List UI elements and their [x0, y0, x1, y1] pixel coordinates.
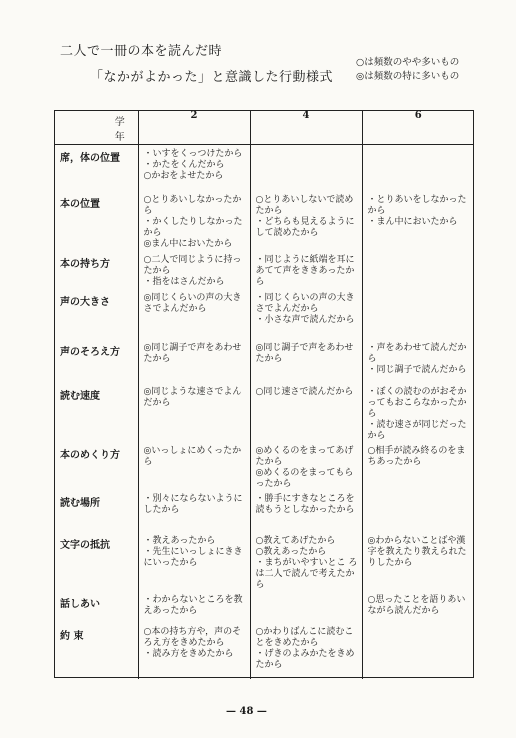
grade-cell	[138, 623, 250, 679]
grade-header-4: 4	[250, 110, 362, 145]
grade-cell	[362, 490, 474, 532]
behavior-item: ・いすをくっつけたから	[143, 149, 243, 159]
behavior-item: ○二人で同じように持ったから	[143, 254, 242, 276]
legend-item-frequent: ◎は頻数の特に多いもの	[356, 71, 460, 82]
behavior-item: ・勝手にすきなところを読もうとしなかったから	[255, 493, 355, 515]
behavior-item: ・まん中においたから	[367, 216, 458, 227]
grade-cell	[250, 383, 362, 442]
grade-cell	[138, 490, 250, 532]
grade-cell	[250, 145, 362, 191]
grade-cell	[250, 532, 362, 591]
behavior-item: ◎同じような速さでよんだから	[143, 386, 242, 408]
table-row	[54, 383, 474, 442]
grade-cell	[138, 289, 250, 339]
grade-cell	[138, 591, 250, 623]
grade-header-6: 6	[362, 110, 474, 145]
behavior-item: ・指をはさんだから	[143, 276, 225, 287]
grade-cell	[250, 289, 362, 339]
behavior-item: ・小さな声で読んだから	[255, 314, 355, 325]
grade-cell	[138, 442, 250, 490]
behavior-item: ◎いっしょにめくったから	[143, 445, 242, 467]
grade-cell	[250, 251, 362, 289]
grade-cell	[362, 339, 474, 383]
grade-header-2: 2	[138, 110, 250, 145]
behavior-item: ・先生にいっしょにききにいったから	[143, 546, 243, 568]
behavior-item: ◎同じ調子で声をあわせたから	[143, 342, 242, 364]
behavior-item: ○本の持ち方や，声のそろえ方をきめたから	[143, 626, 242, 648]
title-line-2: 「なかがよかった」と意識した行動様式	[90, 70, 334, 85]
grade-cell	[138, 532, 250, 591]
behavior-table	[54, 110, 474, 679]
table-row	[54, 442, 474, 490]
legend	[356, 56, 459, 84]
row-category: 声のそろえ方	[54, 339, 138, 383]
behavior-item: ○相手が読み終るのをまちあったから	[367, 445, 466, 467]
page-number: — 48 —	[226, 706, 267, 717]
behavior-item: ・読み方をきめたから	[143, 648, 234, 659]
title-line-1: 二人で一冊の本を読んだ時	[60, 44, 223, 59]
table-row	[54, 289, 474, 339]
table-row	[54, 532, 474, 591]
grade-cell	[138, 251, 250, 289]
behavior-item: ◎めくるのをまってあげたから	[255, 445, 354, 467]
behavior-item: ○教えてあげたから	[255, 535, 336, 546]
row-category: 約 束	[54, 623, 138, 679]
behavior-item: ・とりあいをしなかったから	[367, 194, 467, 216]
table-row	[54, 623, 474, 679]
grade-cell	[362, 623, 474, 679]
table-row	[54, 591, 474, 623]
header-corner	[54, 110, 138, 145]
behavior-item: ○とりあいしなかったから	[143, 194, 242, 216]
grade-cell	[362, 145, 474, 191]
row-category: 本の位置	[54, 191, 138, 251]
table-header-row	[54, 110, 474, 145]
behavior-item: ・げきのよみかたをきめたから	[255, 648, 355, 670]
row-category: 席，体の位置	[54, 145, 138, 191]
grade-cell	[362, 383, 474, 442]
row-category: 読む速度	[54, 383, 138, 442]
behavior-item: ○かわりばんこに読むことをきめたから	[255, 626, 354, 648]
table-row	[54, 339, 474, 383]
grade-cell	[138, 383, 250, 442]
behavior-item: ・同じように紙端を耳にあてて声をききあったから	[255, 254, 355, 287]
row-category: 文字の抵抗	[54, 532, 138, 591]
behavior-item: ・声をあわせて読んだから	[367, 342, 467, 364]
behavior-item: ○とりあいしないで読めたから	[255, 194, 354, 216]
year-label: 学 年	[114, 117, 129, 143]
row-category: 話しあい	[54, 591, 138, 623]
behavior-item: ・教えあったから	[143, 535, 216, 546]
grade-cell	[138, 145, 250, 191]
behavior-item: ・ぼくの読むのがおそかってもおこらなかったから	[367, 386, 467, 419]
grade-cell	[138, 191, 250, 251]
behavior-item: ○かおをよせたから	[143, 171, 224, 181]
grade-cell	[250, 442, 362, 490]
behavior-item: ◎同じ調子で声をあわせたから	[255, 342, 354, 364]
grade-cell	[138, 339, 250, 383]
legend-item-moderate: ○は頻数のやや多いもの	[356, 57, 460, 68]
grade-cell	[362, 289, 474, 339]
grade-cell	[250, 623, 362, 679]
table-row	[54, 191, 474, 251]
table-row	[54, 490, 474, 532]
behavior-item: ◎まん中においたから	[143, 238, 233, 249]
grade-cell	[362, 442, 474, 490]
table-row	[54, 145, 474, 191]
behavior-item: ○教えあったから	[255, 546, 327, 557]
grade-cell	[362, 532, 474, 591]
behavior-item: ◎同じくらいの声の大きさでよんだから	[143, 292, 242, 314]
behavior-item: ・かたをくんだから	[143, 160, 225, 170]
grade-cell	[362, 251, 474, 289]
behavior-item: ○同じ速さで読んだから	[255, 386, 354, 397]
row-category: 声の大きさ	[54, 289, 138, 339]
row-category: 読む場所	[54, 490, 138, 532]
behavior-item: ・同じ調子で読んだから	[367, 364, 467, 375]
row-category: 本のめくり方	[54, 442, 138, 490]
grade-cell	[250, 591, 362, 623]
behavior-item: ○思ったことを語りあいながら読んだから	[367, 594, 466, 616]
grade-cell	[250, 490, 362, 532]
behavior-item: ・同じくらいの声の大きさでよんだから	[255, 292, 355, 314]
grade-cell	[362, 191, 474, 251]
grade-cell	[250, 191, 362, 251]
behavior-item: ・どちらも見えるように して読めたから	[255, 216, 355, 238]
table-row	[54, 251, 474, 289]
behavior-item: ・かくしたりしなかったから	[143, 216, 243, 238]
behavior-item: ◎わからないことばや漢字を教えたり教えられたりしたから	[367, 535, 467, 568]
behavior-item: ◎めくるのをまってもらったから	[255, 467, 354, 489]
behavior-item: ・まちがいやすいとこ ろは二人で読んで考えたから	[255, 557, 358, 590]
grade-cell	[362, 591, 474, 623]
behavior-item: ・わからないところを教えあったから	[143, 594, 243, 616]
behavior-item: ・別々にならないようにしたから	[143, 493, 243, 515]
grade-cell	[250, 339, 362, 383]
row-category: 本の持ち方	[54, 251, 138, 289]
behavior-item: ・読む速さが同じだったから	[367, 419, 467, 441]
